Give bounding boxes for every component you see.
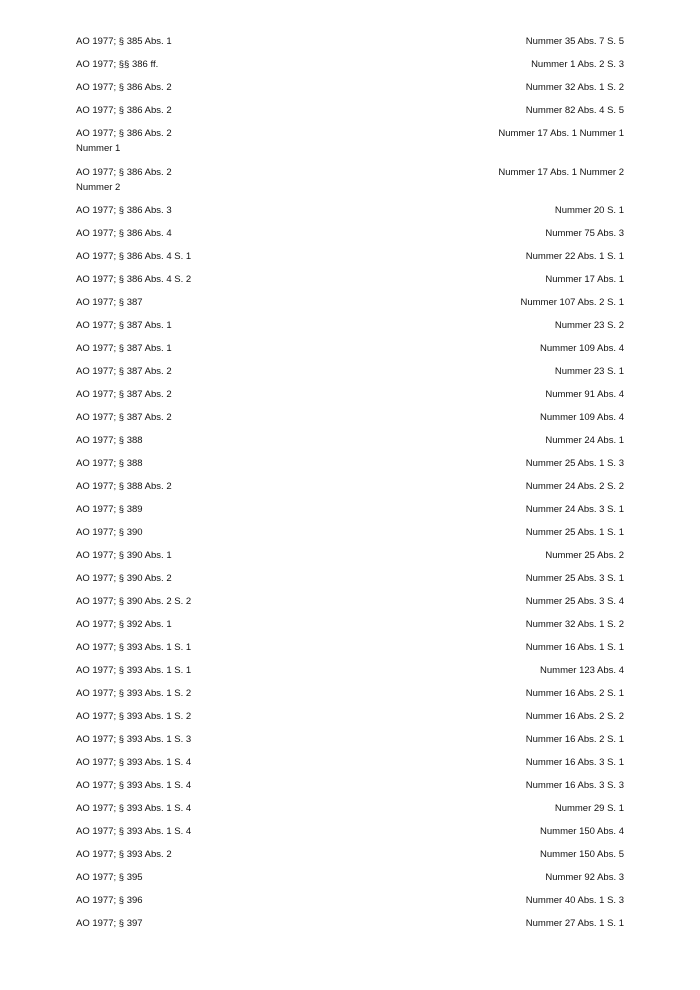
- index-entry-row: [76, 617, 624, 640]
- index-entry-row: [76, 295, 624, 318]
- legal-citation: AO 1977; § 392 Abs. 1: [76, 619, 172, 630]
- legal-citation: AO 1977; § 386 Abs. 2 Nummer 2: [76, 166, 172, 193]
- cross-reference: Nummer 92 Abs. 3: [545, 872, 624, 883]
- legal-citation: AO 1977; § 386 Abs. 4: [76, 228, 172, 239]
- index-entry-row: [76, 709, 624, 732]
- legal-citation: AO 1977; § 388: [76, 435, 143, 446]
- legal-citation: AO 1977; § 387 Abs. 2: [76, 366, 172, 377]
- index-entry-row: [76, 548, 624, 571]
- index-entry-row: [76, 893, 624, 916]
- legal-citation: AO 1977; § 393 Abs. 1 S. 4: [76, 803, 192, 814]
- cross-reference: Nummer 16 Abs. 1 S. 1: [525, 642, 624, 653]
- legal-citation: AO 1977; § 393 Abs. 1 S. 1: [76, 665, 192, 676]
- legal-citation: AO 1977; § 386 Abs. 2 Nummer 1: [76, 128, 172, 155]
- legal-citation: AO 1977; § 393 Abs. 2: [76, 849, 172, 860]
- cross-reference: Nummer 150 Abs. 4: [540, 826, 624, 837]
- index-entry-row: [76, 80, 624, 103]
- cross-reference: Nummer 25 Abs. 2: [545, 550, 624, 561]
- cross-reference: Nummer 123 Abs. 4: [540, 665, 624, 676]
- legal-citation: AO 1977; § 393 Abs. 1 S. 2: [76, 688, 192, 699]
- cross-reference: Nummer 16 Abs. 2 S. 1: [525, 688, 624, 699]
- legal-citation: AO 1977; § 393 Abs. 1 S. 4: [76, 780, 192, 791]
- index-entry-row: [76, 778, 624, 801]
- cross-reference: Nummer 23 S. 1: [554, 366, 624, 377]
- index-entry-row: [76, 364, 624, 387]
- index-entry-row: [76, 686, 624, 709]
- index-entry-row: [76, 663, 624, 686]
- index-entry-row: [76, 801, 624, 824]
- cross-reference: Nummer 22 Abs. 1 S. 1: [525, 251, 624, 262]
- cross-reference: Nummer 25 Abs. 1 S. 3: [525, 458, 624, 469]
- index-entry-row: [76, 732, 624, 755]
- cross-reference: Nummer 17 Abs. 1 Nummer 1: [498, 128, 624, 139]
- index-entry-row: [76, 847, 624, 870]
- index-entry-row: [76, 479, 624, 502]
- cross-reference: Nummer 107 Abs. 2 S. 1: [520, 297, 624, 308]
- legal-citation: AO 1977; § 387 Abs. 2: [76, 389, 172, 400]
- cross-reference: Nummer 25 Abs. 3 S. 1: [525, 573, 624, 584]
- index-entry-row: [76, 410, 624, 433]
- index-entry-row: [76, 525, 624, 548]
- index-entry-row: [76, 456, 624, 479]
- cross-reference: Nummer 20 S. 1: [554, 205, 624, 216]
- legal-citation: AO 1977; § 386 Abs. 4 S. 1: [76, 251, 192, 262]
- index-entry-row: [76, 203, 624, 226]
- cross-reference: Nummer 109 Abs. 4: [540, 343, 624, 354]
- index-entry-row: [76, 226, 624, 249]
- cross-reference: Nummer 40 Abs. 1 S. 3: [525, 895, 624, 906]
- legal-citation: AO 1977; § 390 Abs. 2: [76, 573, 172, 584]
- legal-citation: AO 1977; §§ 386 ff.: [76, 59, 159, 70]
- legal-citation: AO 1977; § 393 Abs. 1 S. 1: [76, 642, 192, 653]
- legal-citation: AO 1977; § 388: [76, 458, 143, 469]
- index-entry-row: [76, 57, 624, 80]
- index-entry-row: [76, 249, 624, 272]
- index-entry-row: [76, 433, 624, 456]
- index-entry-row: [76, 870, 624, 893]
- index-entry-row: [76, 502, 624, 525]
- legal-citation: AO 1977; § 387 Abs. 1: [76, 320, 172, 331]
- cross-reference: Nummer 29 S. 1: [554, 803, 624, 814]
- legal-citation: AO 1977; § 387: [76, 297, 143, 308]
- legal-citation: AO 1977; § 393 Abs. 1 S. 3: [76, 734, 192, 745]
- legal-citation: AO 1977; § 390 Abs. 2 S. 2: [76, 596, 192, 607]
- legal-citation: AO 1977; § 393 Abs. 1 S. 2: [76, 711, 192, 722]
- cross-reference: Nummer 17 Abs. 1 Nummer 2: [498, 166, 624, 178]
- cross-reference: Nummer 25 Abs. 1 S. 1: [525, 527, 624, 538]
- cross-reference: Nummer 32 Abs. 1 S. 2: [525, 619, 624, 630]
- index-entry-row: [76, 387, 624, 410]
- legal-citation: AO 1977; § 397: [76, 918, 143, 929]
- cross-reference: Nummer 35 Abs. 7 S. 5: [525, 36, 624, 47]
- legal-citation: AO 1977; § 386 Abs. 2: [76, 105, 172, 116]
- legal-citation: AO 1977; § 387 Abs. 2: [76, 412, 172, 423]
- index-entry-row: [76, 34, 624, 57]
- index-entry-row: [76, 126, 624, 165]
- cross-reference: Nummer 1 Abs. 2 S. 3: [531, 59, 624, 70]
- legal-citation: AO 1977; § 388 Abs. 2: [76, 481, 172, 492]
- cross-reference: Nummer 91 Abs. 4: [545, 389, 624, 400]
- legal-citation: AO 1977; § 387 Abs. 1: [76, 343, 172, 354]
- cross-reference: Nummer 109 Abs. 4: [540, 412, 624, 423]
- cross-reference: Nummer 16 Abs. 2 S. 1: [525, 734, 624, 745]
- cross-reference: Nummer 27 Abs. 1 S. 1: [525, 918, 624, 929]
- legal-citation: AO 1977; § 393 Abs. 1 S. 4: [76, 826, 192, 837]
- index-entry-row: [76, 824, 624, 847]
- legal-citation: AO 1977; § 390 Abs. 1: [76, 550, 172, 561]
- index-entry-row: [76, 755, 624, 778]
- cross-reference: Nummer 25 Abs. 3 S. 4: [525, 596, 624, 607]
- cross-reference: Nummer 23 S. 2: [554, 320, 624, 331]
- legal-citation: AO 1977; § 393 Abs. 1 S. 4: [76, 757, 192, 768]
- cross-reference: Nummer 24 Abs. 1: [545, 435, 624, 446]
- cross-reference: Nummer 16 Abs. 2 S. 2: [525, 711, 624, 722]
- cross-reference: Nummer 82 Abs. 4 S. 5: [525, 105, 624, 116]
- index-entry-row: [76, 272, 624, 295]
- citation-index-list: [76, 34, 624, 939]
- cross-reference: Nummer 32 Abs. 1 S. 2: [525, 82, 624, 93]
- index-entry-row: [76, 640, 624, 663]
- legal-citation: AO 1977; § 386 Abs. 4 S. 2: [76, 274, 192, 285]
- index-entry-row: [76, 594, 624, 617]
- legal-citation: AO 1977; § 386 Abs. 2: [76, 82, 172, 93]
- cross-reference: Nummer 75 Abs. 3: [545, 228, 624, 239]
- cross-reference: Nummer 24 Abs. 2 S. 2: [525, 481, 624, 492]
- index-entry-row: [76, 103, 624, 126]
- index-entry-row: [76, 571, 624, 594]
- legal-citation: AO 1977; § 390: [76, 527, 143, 538]
- legal-citation: AO 1977; § 389: [76, 504, 143, 515]
- cross-reference: Nummer 16 Abs. 3 S. 1: [525, 757, 624, 768]
- legal-citation: AO 1977; § 396: [76, 895, 143, 906]
- cross-reference: Nummer 150 Abs. 5: [540, 849, 624, 860]
- index-entry-row: [76, 165, 624, 204]
- legal-citation: AO 1977; § 395: [76, 872, 143, 883]
- cross-reference: Nummer 17 Abs. 1: [545, 274, 624, 285]
- cross-reference: Nummer 24 Abs. 3 S. 1: [525, 504, 624, 515]
- legal-citation: AO 1977; § 385 Abs. 1: [76, 36, 172, 47]
- index-entry-row: [76, 916, 624, 939]
- legal-citation: AO 1977; § 386 Abs. 3: [76, 205, 172, 216]
- index-entry-row: [76, 341, 624, 364]
- cross-reference: Nummer 16 Abs. 3 S. 3: [525, 780, 624, 791]
- index-entry-row: [76, 318, 624, 341]
